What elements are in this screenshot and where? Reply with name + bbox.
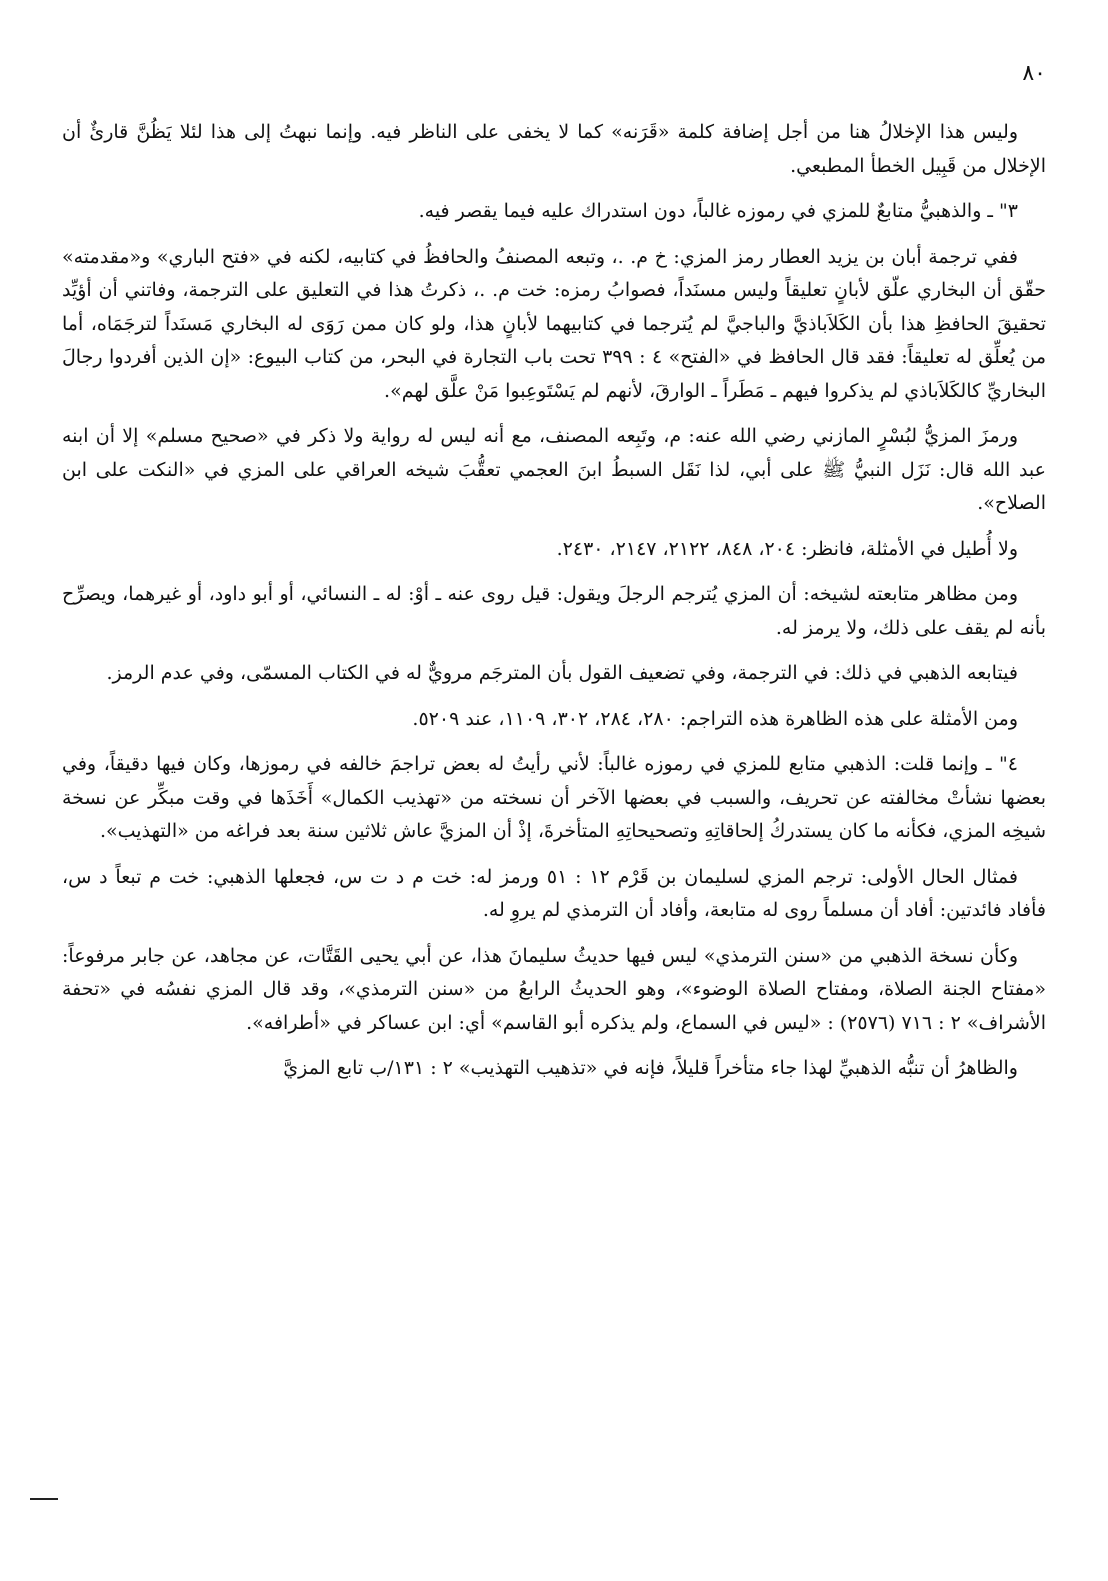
paragraph-6: ومن مظاهر متابعته لشيخه: أن المزي يُترجم الرجلَ ويقول: قيل روى عنه ـ أوْ: له ـ النسائي، أو أبو داود، أو غيرهما، ويصرِّح بأنه لم يقف على ذلك، ولا يرمز له.	[62, 583, 1046, 639]
page-number: ٨٠	[1022, 61, 1046, 86]
paragraph-10: فمثال الحال الأولى: ترجم المزي لسليمان بن قَرْم ١٢ : ٥١ ورمز له: خت م د ت س، فجعلها الذهبي: خت م تبعاً د س، فأفاد فائدتين: أفاد أن مسلماً روى له متابعة، وأفاد أن الترمذي لم يروِ له.	[62, 865, 1046, 921]
paragraph-12: والظاهرُ أن تنبُّه الذهبيِّ لهذا جاء متأخراً قليلاً، فإنه في «تذهيب التهذيب» ٢ : ١٣١/ب تابع المزيَّ	[283, 1057, 1018, 1079]
footnote-rule	[30, 1498, 58, 1500]
document-page	[62, 60, 1046, 1560]
document-body	[62, 116, 1046, 1098]
paragraph-2: ٣" ـ والذهبيُّ متابعٌ للمزي في رموزه غالباً، دون استدراك عليه فيما يقصر فيه.	[418, 200, 1018, 222]
paragraph-4: ورمزَ المزيُّ لبُسْرٍ المازني رضي الله عنه: م، وتَبِعه المصنف، مع أنه ليس له رواية ولا ذكر في «صحيح مسلم» إلا أن ابنه عبد الله قال: نَزَل النبيُّ ﷺ على أبي، لذا نَقَل السبطُ ابنَ العجمي تعقُّبَ شيخه العراقي على المزي في «النكت على ابن الصلاح».	[62, 425, 1046, 514]
paragraph-1: وليس هذا الإخلالُ هنا من أجل إضافة كلمة «قَرَنه» كما لا يخفى على الناظر فيه. وإنما نبهتُ إلى هذا لئلا يَظُنَّ قارئٌ أن الإخلال من قَبِيل الخطأ المطبعي.	[62, 121, 1046, 177]
paragraph-11: وكأن نسخة الذهبي من «سنن الترمذي» ليس فيها حديثُ سليمانَ هذا، عن أبي يحيى القَتَّات، عن مجاهد، عن جابر مرفوعاً: «مفتاح الجنة الصلاة، ومفتاح الصلاة الوضوء»، وهو الحديثُ الرابعُ من «سنن الترمذي»، وقد قال المزي نفسُه في «تحفة الأشراف» ٢ : ٧١٦ (٢٥٧٦) : «ليس في السماع، ولم يذكره أبو القاسم» أي: ابن عساكر في «أطرافه».	[62, 944, 1046, 1034]
paragraph-3: ففي ترجمة أبان بن يزيد العطار رمز المزي: خ م. .، وتبعه المصنفُ والحافظُ في كتابيه، لكنه في «فتح الباري» و«مقدمته» حقّق أن البخاري علّق لأبانٍ تعليقاً وليس مسنَداً، فصوابُ رمزه: خت م. .، ذكرتُ هذا في التعليق على الترجمة، وفاتني أن أؤيِّد تحقيقَ الحافظِ هذا بأن الكَلاَباذيَّ والباجيَّ لم يُترجما في كتابيهما لأبانٍ هذا، ولو كان ممن رَوَى له البخاري مَسنَداً لترجَمَاه، أما من يُعلِّق له تعليقاً: فقد قال الحافظ في «الفتح» ٤ : ٣٩٩ تحت باب التجارة في البحر، من كتاب البيوع: «إن الذين أفردوا رجالَ البخاريِّ كالكَلاَباذي لم يذكروا فيهم ـ مَطَراً ـ الوارقَ، لأنهم لم يَسْتَوعِبوا مَنْ علَّق لهم».	[62, 245, 1046, 402]
paragraph-5: ولا أُطيل في الأمثلة، فانظر: ٢٠٤، ٨٤٨، ٢١٢٢، ٢١٤٧، ٢٤٣٠.	[556, 537, 1018, 560]
paragraph-8: ومن الأمثلة على هذه الظاهرة هذه التراجم: ٢٨٠، ٢٨٤، ٣٠٢، ١١٠٩، عند ٥٢٠٩.	[412, 707, 1018, 730]
paragraph-9: ٤" ـ وإنما قلت: الذهبي متابع للمزي في رموزه غالباً: لأني رأيتُ له بعض تراجمَ خالفه في رموزها، وكان فيها دقيقاً، وفي بعضها نشأتْ مخالفته عن تحريف، والسبب في بعضها الآخر أن نسخته من «تهذيب الكمال» أَخَذَها في وقت مبكِّر عن نسخة شيخِه المزي، فكأنه ما كان يستدركُ إلحاقاتِهِ وتصحيحاتِهِ المتأخرةَ، إذْ أن المزيَّ عاش ثلاثين سنة بعد فراغه من «التهذيب».	[62, 753, 1046, 842]
paragraph-7: فيتابعه الذهبي في ذلك: في الترجمة، وفي تضعيف القول بأن المترجَم مرويٌّ له في الكتاب المسمّى، وفي عدم الرمز.	[106, 662, 1018, 684]
